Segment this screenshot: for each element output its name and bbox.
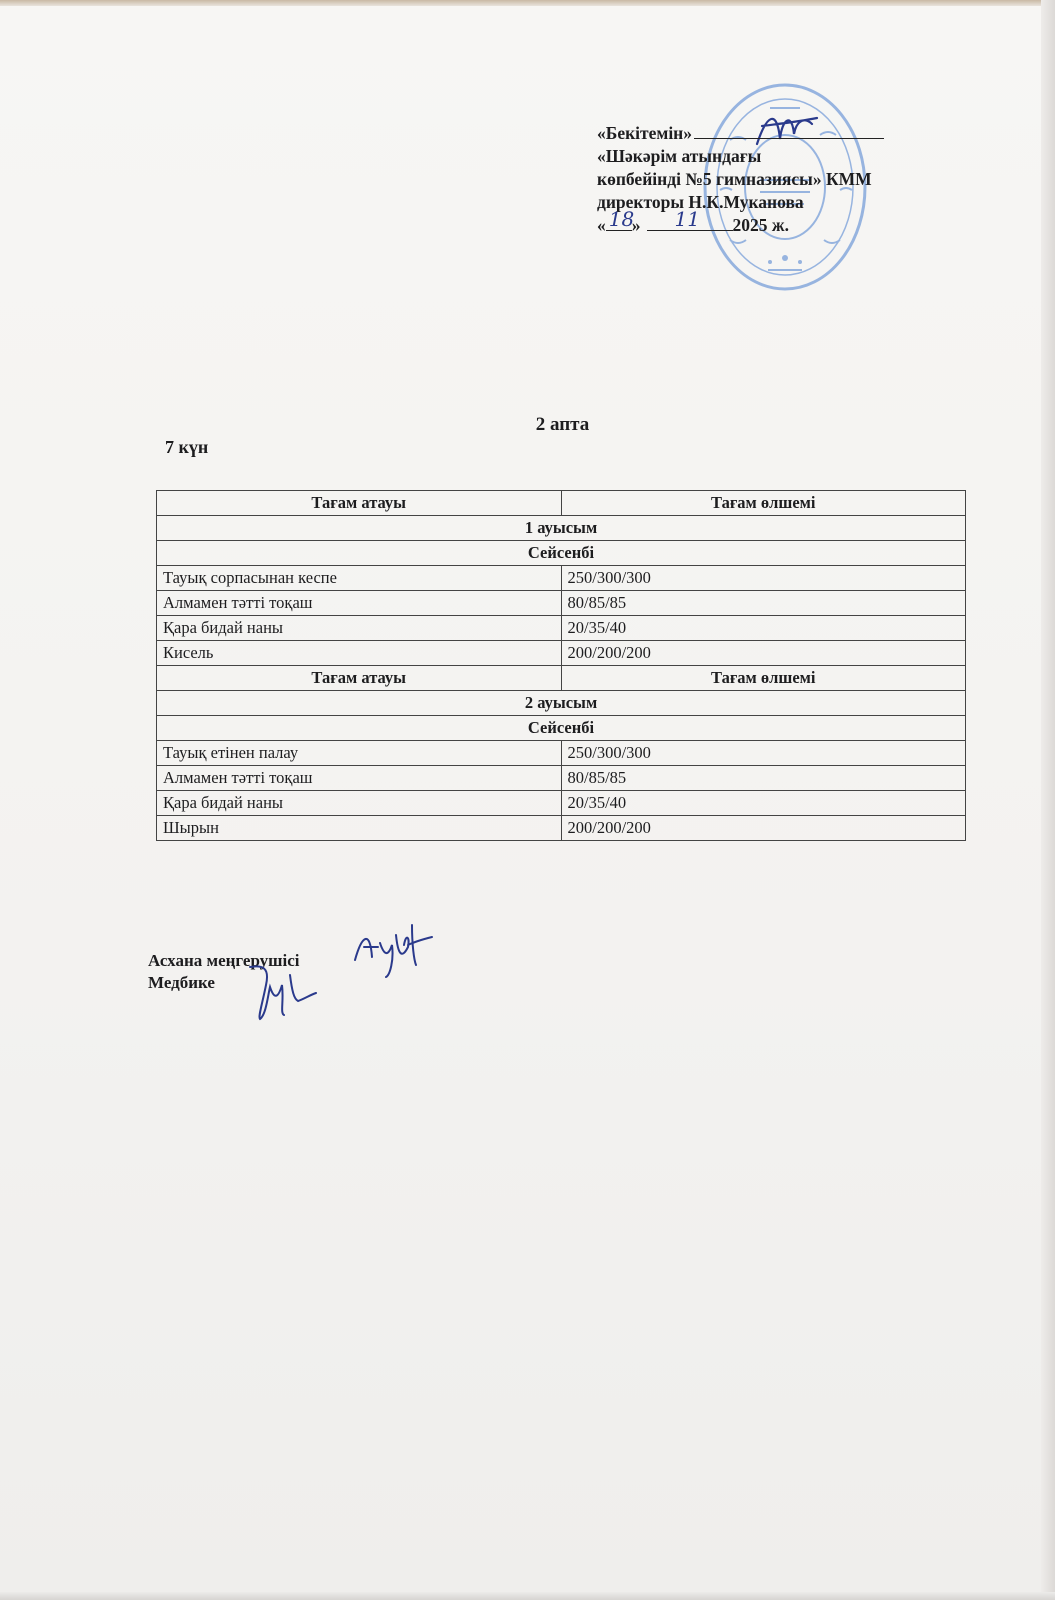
dish-size: 250/300/300 <box>561 566 966 591</box>
dish-size: 20/35/40 <box>561 791 966 816</box>
approval-line-3: көпбейінді №5 гимназиясы» КММ <box>597 169 872 189</box>
shift-row <box>157 691 966 716</box>
dish-name: Тауық сорпасынан кеспе <box>157 566 562 591</box>
date-mid: » <box>631 215 641 235</box>
table-row <box>157 766 966 791</box>
dish-size: 200/200/200 <box>561 816 966 841</box>
table-row <box>157 566 966 591</box>
day-row <box>157 541 966 566</box>
date-month-blank <box>647 207 733 231</box>
dish-name: Қара бидай наны <box>157 791 562 816</box>
signature-line <box>694 124 884 139</box>
dish-size: 250/300/300 <box>561 741 966 766</box>
nurse-label: Медбике <box>148 973 215 992</box>
cook-label: Асхана меңгерушісі <box>148 951 300 970</box>
dish-size: 80/85/85 <box>561 591 966 616</box>
date-day: 18 <box>608 207 635 231</box>
dish-size: 80/85/85 <box>561 766 966 791</box>
menu-table <box>156 490 966 841</box>
table-header-row <box>157 491 966 516</box>
approval-line-1: «Бекітемін» <box>597 123 693 143</box>
approval-block <box>597 122 957 237</box>
shift-2-day: Сейсенбі <box>157 716 966 741</box>
dish-size: 200/200/200 <box>561 641 966 666</box>
shift-row <box>157 516 966 541</box>
shift-2-label: 2 ауысым <box>157 691 966 716</box>
table-row <box>157 741 966 766</box>
table-row <box>157 816 966 841</box>
shift-1-label: 1 ауысым <box>157 516 966 541</box>
nurse-signature-icon <box>240 955 320 1025</box>
dish-name: Алмамен тәтті тоқаш <box>157 591 562 616</box>
cook-signature-icon <box>350 915 435 985</box>
table-header-row <box>157 666 966 691</box>
date-day-blank <box>606 207 635 231</box>
column-header-size: Тағам өлшемі <box>561 666 966 691</box>
page-edge-top <box>0 0 1055 6</box>
column-header-name: Тағам атауы <box>157 666 562 691</box>
column-header-size: Тағам өлшемі <box>561 491 966 516</box>
day-label: 7 күн <box>165 437 209 457</box>
dish-size: 20/35/40 <box>561 616 966 641</box>
date-open: « <box>597 215 606 235</box>
dish-name: Алмамен тәтті тоқаш <box>157 766 562 791</box>
table-row <box>157 591 966 616</box>
column-header-name: Тағам атауы <box>157 491 562 516</box>
approval-line-4: директоры Н.К.Муканова <box>597 192 804 212</box>
dish-name: Қара бидай наны <box>157 616 562 641</box>
approval-line-2: «Шәкәрім атындағы <box>597 146 762 166</box>
week-title: 2 апта <box>535 414 590 435</box>
page-edge-right <box>1041 0 1055 1600</box>
shift-1-day: Сейсенбі <box>157 541 966 566</box>
table-row <box>157 641 966 666</box>
table-row <box>157 616 966 641</box>
dish-name: Тауық етінен палау <box>157 741 562 766</box>
table-row <box>157 791 966 816</box>
day-row <box>157 716 966 741</box>
approval-date <box>597 207 957 237</box>
date-year: 2025 ж. <box>732 215 789 235</box>
dish-name: Кисель <box>157 641 562 666</box>
page-edge-bottom <box>0 1592 1055 1600</box>
date-month: 11 <box>674 207 700 231</box>
dish-name: Шырын <box>157 816 562 841</box>
